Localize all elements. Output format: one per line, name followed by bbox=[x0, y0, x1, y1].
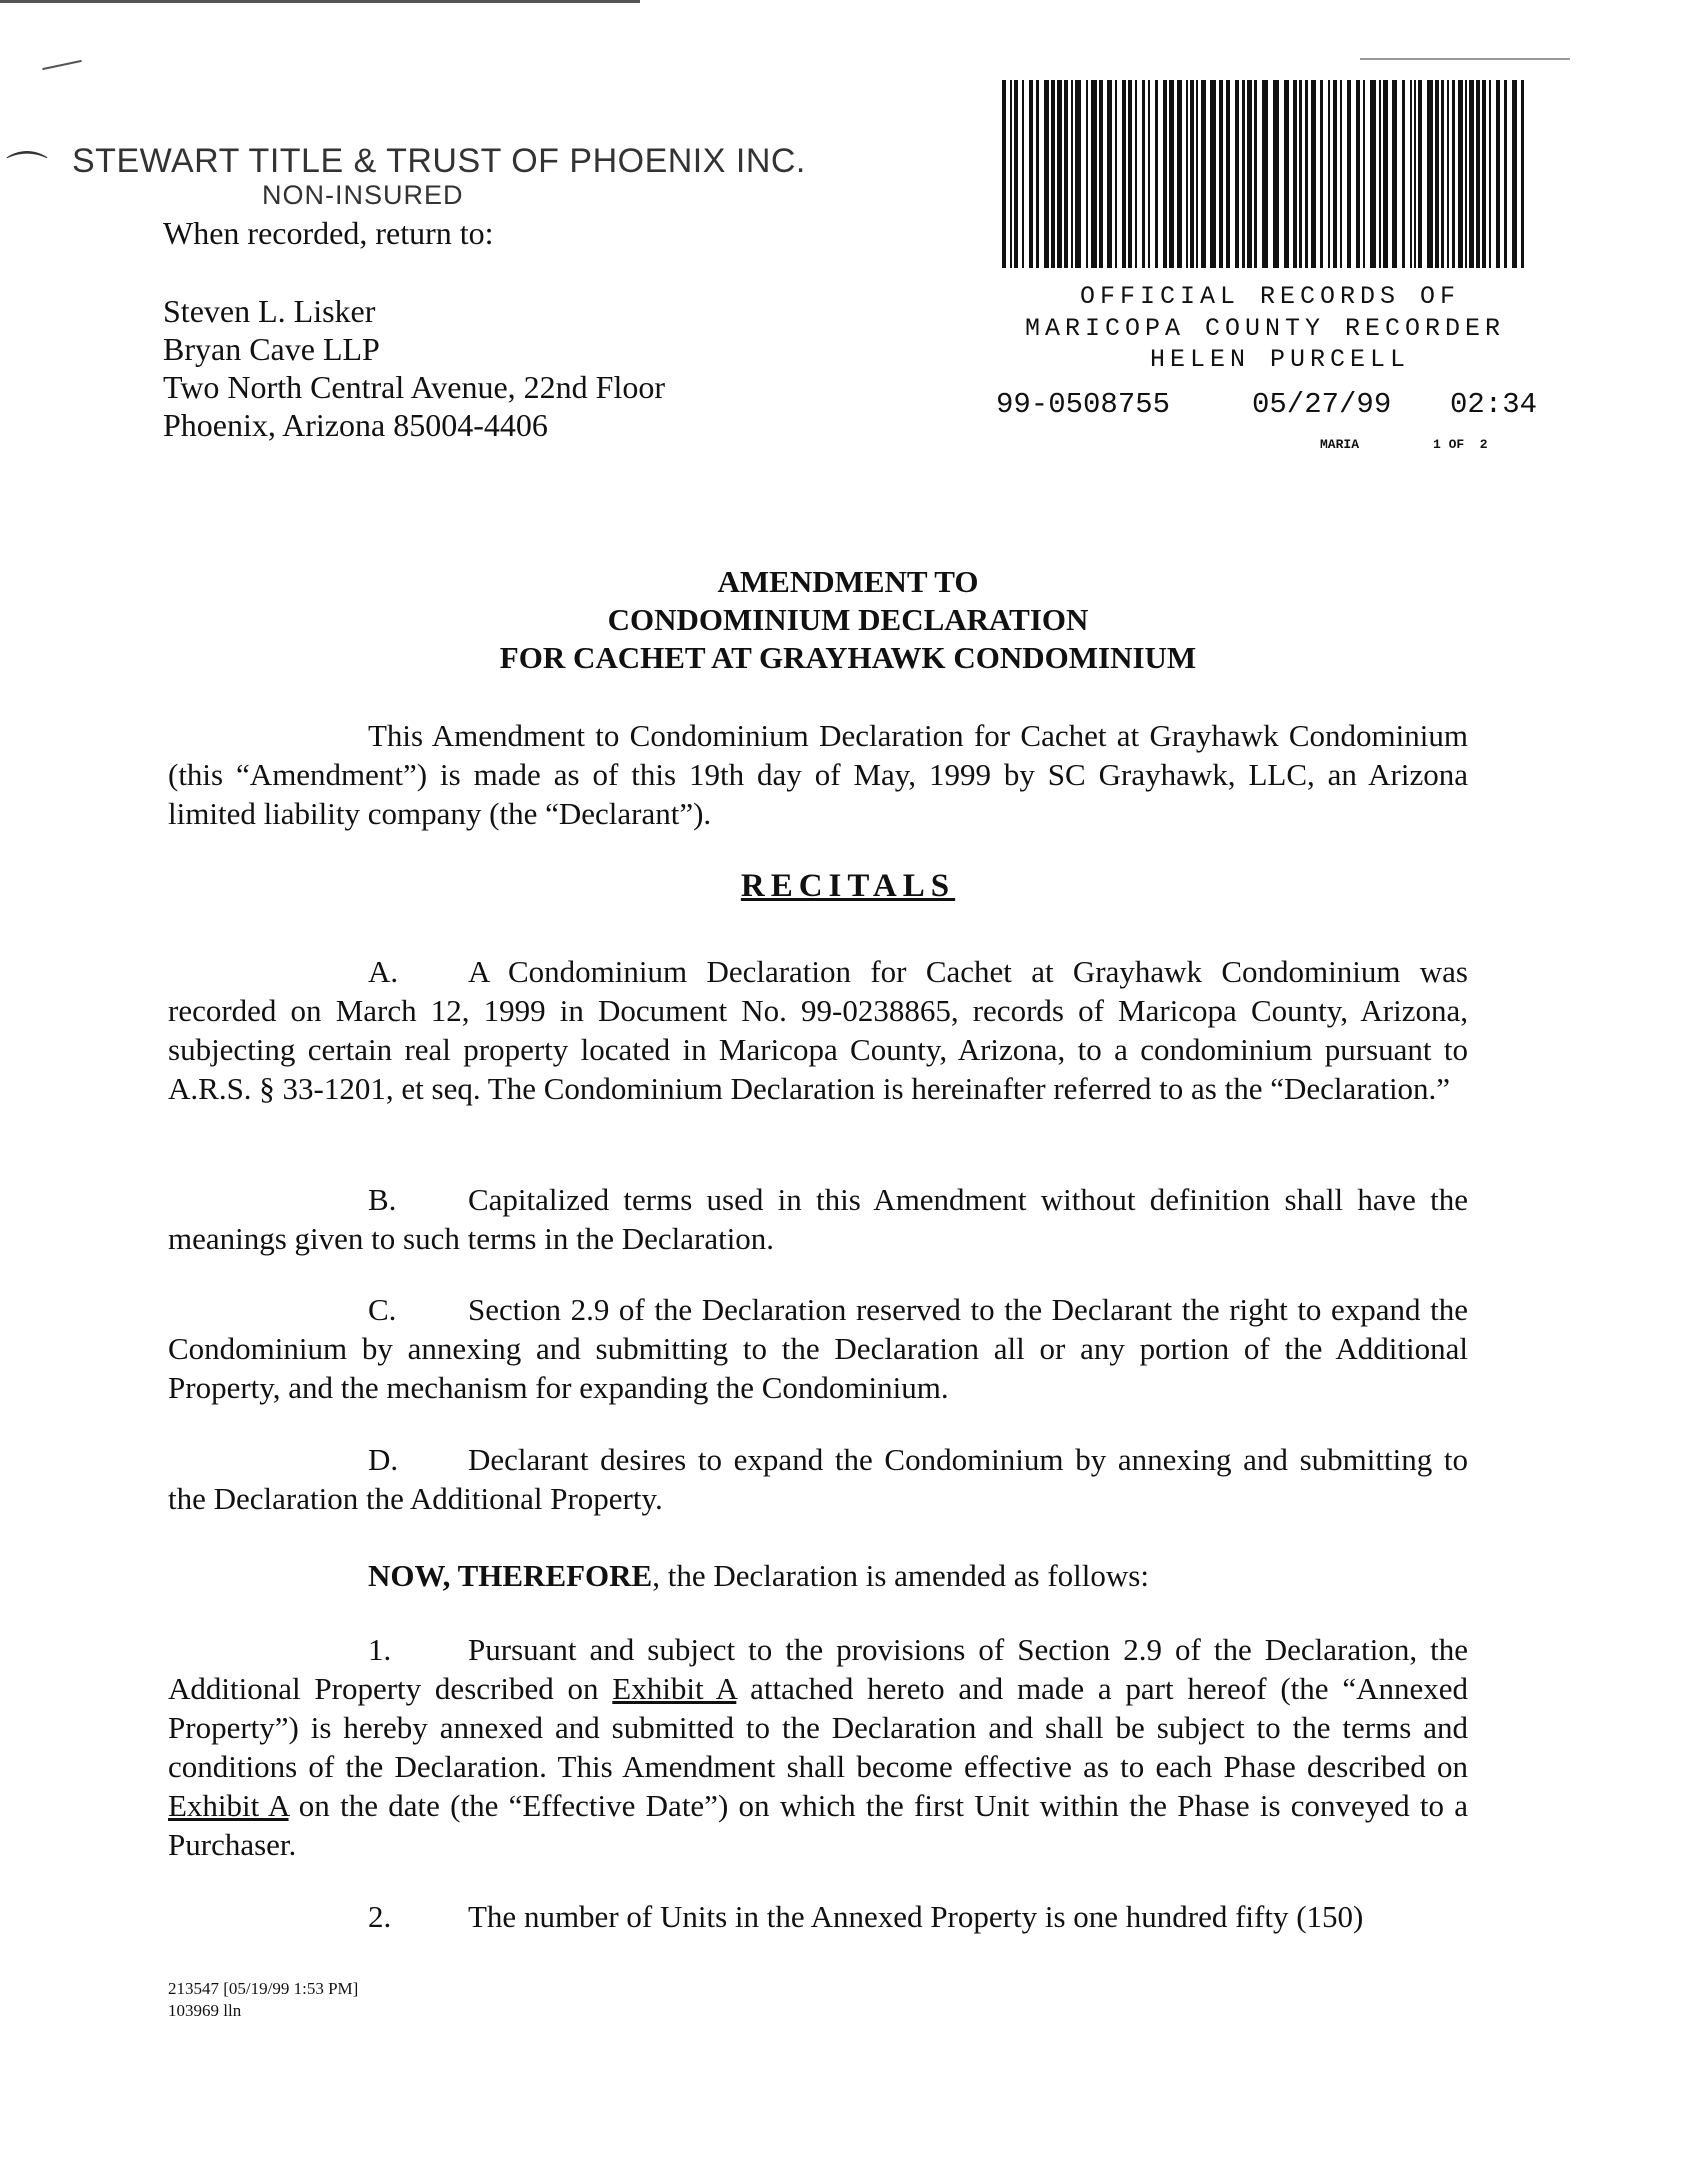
barcode-bar bbox=[1148, 80, 1150, 268]
section-number: 1. bbox=[368, 1632, 392, 1667]
barcode-bar bbox=[1163, 80, 1167, 268]
stamp-mark-icon: ⌒ bbox=[6, 148, 49, 197]
barcode-bar bbox=[1036, 80, 1039, 268]
recital-c bbox=[168, 1290, 1468, 1407]
barcode-bar bbox=[1057, 80, 1062, 268]
recorder-line-1: OFFICIAL RECORDS OF bbox=[1080, 282, 1461, 311]
barcode-bar bbox=[1379, 80, 1381, 268]
section-1 bbox=[168, 1630, 1468, 1864]
barcode-bar bbox=[1235, 80, 1239, 268]
barcode-bar bbox=[1254, 80, 1257, 268]
barcode-bar bbox=[1247, 80, 1252, 268]
barcode-bar bbox=[1521, 80, 1524, 268]
barcode-bar bbox=[1305, 80, 1308, 268]
exhibit-a-reference: Exhibit A bbox=[612, 1671, 737, 1706]
barcode-bar bbox=[1504, 80, 1507, 268]
barcode-bar bbox=[1273, 80, 1279, 268]
recital-d bbox=[168, 1440, 1468, 1518]
barcode-bar bbox=[1044, 80, 1049, 268]
barcode-bar bbox=[1014, 80, 1018, 268]
barcode-bar bbox=[1496, 80, 1500, 268]
stamp-company: STEWART TITLE & TRUST OF PHOENIX INC. bbox=[72, 142, 806, 180]
barcode-bar bbox=[1284, 80, 1289, 268]
recital-text: A Condominium Declaration for Cachet at Grayhawk Condominium was recorded on March 12, 1999 in Document No. 99-0238865, records of Maricopa County, Arizona, subjecting certain real property located in Maricopa County, Arizona, to a condominium pursuant to A.R.S. § 33-1201, et seq. The Condominium Declaration is hereinafter referred to as the “Declaration.” bbox=[168, 954, 1468, 1106]
now-therefore bbox=[168, 1556, 1468, 1595]
barcode-bar bbox=[1010, 80, 1012, 268]
barcode-bar bbox=[1091, 80, 1097, 268]
recorder-time: 02:34 bbox=[1450, 388, 1538, 421]
document-title-line-2: CONDOMINIUM DECLARATION bbox=[607, 602, 1089, 637]
barcode-bar bbox=[1328, 80, 1330, 268]
barcode-bar bbox=[1320, 80, 1323, 268]
barcode-bar bbox=[1169, 80, 1174, 268]
return-to-line: Steven L. Lisker bbox=[163, 293, 376, 329]
barcode-bar bbox=[1064, 80, 1068, 268]
barcode-bar bbox=[1196, 80, 1198, 268]
barcode-bar bbox=[1099, 80, 1103, 268]
barcode-bar bbox=[1299, 80, 1302, 268]
barcode-bar bbox=[1340, 80, 1342, 268]
barcode-bar bbox=[1262, 80, 1268, 268]
recital-a bbox=[168, 952, 1468, 1108]
barcode-bar bbox=[1447, 80, 1449, 268]
recorder-page: 1 OF 2 bbox=[1433, 437, 1488, 452]
return-to-label: When recorded, return to: bbox=[163, 215, 494, 251]
intro-paragraph bbox=[168, 716, 1468, 833]
barcode-bar bbox=[1482, 80, 1486, 268]
barcode-bar bbox=[1210, 80, 1216, 268]
barcode-bar bbox=[1029, 80, 1033, 268]
return-to-line: Two North Central Avenue, 22nd Floor bbox=[163, 369, 665, 405]
barcode-bar bbox=[1122, 80, 1126, 268]
section-number: 2. bbox=[368, 1899, 392, 1934]
barcode-bar bbox=[1142, 80, 1145, 268]
recital-letter: C. bbox=[368, 1292, 397, 1327]
recorder-date: 05/27/99 bbox=[1252, 388, 1392, 421]
barcode-bar bbox=[1177, 80, 1182, 268]
barcode-bar bbox=[1383, 80, 1388, 268]
barcode-bar bbox=[1155, 80, 1158, 268]
stamp-status: NON-INSURED bbox=[262, 180, 464, 210]
barcode-bar bbox=[1410, 80, 1412, 268]
barcode-bar bbox=[1190, 80, 1194, 268]
barcode-bar bbox=[1469, 80, 1474, 268]
document-title-line-1: AMENDMENT TO bbox=[717, 564, 979, 599]
barcode-bar bbox=[1333, 80, 1337, 268]
barcode-bar bbox=[1489, 80, 1491, 268]
return-to-line: Bryan Cave LLP bbox=[163, 331, 380, 367]
barcode-bar bbox=[1135, 80, 1137, 268]
barcode-bar bbox=[1414, 80, 1416, 268]
section-2 bbox=[168, 1897, 1468, 1936]
recital-b bbox=[168, 1180, 1468, 1258]
recorder-clerk: MARIA bbox=[1320, 437, 1360, 452]
return-to-address bbox=[163, 292, 665, 444]
barcode-bar bbox=[1435, 80, 1439, 268]
scan-edge-line-right bbox=[1360, 58, 1570, 60]
footer-line-1: 213547 [05/19/99 1:53 PM] bbox=[168, 1979, 359, 1998]
barcode-bar bbox=[1476, 80, 1480, 268]
recorder-doc-number: 99-0508755 bbox=[996, 388, 1171, 421]
now-therefore-rest: , the Declaration is amended as follows: bbox=[652, 1558, 1149, 1593]
barcode-bar bbox=[1458, 80, 1463, 268]
footer-document-id bbox=[168, 1978, 358, 2022]
barcode-bar bbox=[1402, 80, 1405, 268]
barcode-bar bbox=[1071, 80, 1073, 268]
section-2-text: The number of Units in the Annexed Property is one hundred fifty (150) bbox=[468, 1899, 1364, 1934]
barcode-bar bbox=[1427, 80, 1433, 268]
barcode-bar bbox=[1452, 80, 1455, 268]
section-1-text-part-3: on the date (the “Effective Date”) on which the first Unit within the Phase is conveyed to a Purchaser. bbox=[168, 1788, 1469, 1862]
barcode-bar bbox=[1186, 80, 1188, 268]
recital-text: Capitalized terms used in this Amendment without definition shall have the meanings given to such terms in the Declaration. bbox=[168, 1182, 1468, 1256]
barcode-bar bbox=[1051, 80, 1055, 268]
scan-mark-top-left bbox=[42, 60, 82, 70]
scan-edge-line bbox=[0, 0, 640, 3]
return-to-line: Phoenix, Arizona 85004-4406 bbox=[163, 407, 548, 443]
barcode-bar bbox=[1226, 80, 1230, 268]
barcode-bar bbox=[1022, 80, 1024, 268]
barcode-bar bbox=[1002, 80, 1006, 268]
barcode bbox=[1002, 80, 1530, 268]
barcode-bar bbox=[1465, 80, 1467, 268]
recital-letter: A. bbox=[368, 954, 399, 989]
barcode-bar bbox=[1356, 80, 1360, 268]
barcode-bar bbox=[1418, 80, 1422, 268]
recorder-line-3: HELEN PURCELL bbox=[1150, 345, 1411, 374]
barcode-bar bbox=[1311, 80, 1316, 268]
barcode-bar bbox=[1293, 80, 1297, 268]
barcode-bar bbox=[1115, 80, 1117, 268]
recital-letter: B. bbox=[368, 1182, 397, 1217]
barcode-bar bbox=[1512, 80, 1517, 268]
barcode-bar bbox=[1363, 80, 1365, 268]
recorder-line-2: MARICOPA COUNTY RECORDER bbox=[1025, 314, 1506, 343]
section-1-text-part-1: Pursuant and subject to the provisions of Section 2.9 of the Declaration, the Additional Property described on bbox=[168, 1632, 1468, 1706]
recital-letter: D. bbox=[368, 1442, 399, 1477]
barcode-bar bbox=[1347, 80, 1351, 268]
barcode-bar bbox=[1392, 80, 1397, 268]
barcode-bar bbox=[1075, 80, 1081, 268]
barcode-bar bbox=[1128, 80, 1132, 268]
recital-text: Declarant desires to expand the Condominium by annexing and submitting to the Declaration the Additional Property. bbox=[168, 1442, 1468, 1516]
barcode-bar bbox=[1441, 80, 1444, 268]
recital-text: Section 2.9 of the Declaration reserved to the Declarant the right to expand the Condominium by annexing and submitting to the Declaration all or any portion of the Additional Property, and the mechanism for expanding the Condominium. bbox=[168, 1292, 1468, 1405]
barcode-bar bbox=[1201, 80, 1206, 268]
document-title-line-3: FOR CACHET AT GRAYHAWK CONDOMINIUM bbox=[499, 640, 1197, 675]
exhibit-a-reference: Exhibit A bbox=[168, 1788, 289, 1823]
barcode-bar bbox=[1370, 80, 1376, 268]
intro-text: This Amendment to Condominium Declaration for Cachet at Grayhawk Condominium (this “Amendment”) is made as of this 19th day of May, 1999 by SC Grayhawk, LLC, an Arizona limited liability company (the “Declarant”). bbox=[168, 718, 1468, 831]
recitals-heading: RECITALS bbox=[740, 868, 956, 904]
section-1-text-part-2: attached hereto and made a part hereof (the “Annexed Property”) is hereby annexed and submitted to the Declaration and shall be subject to the terms and conditions of the Declaration. This Amendment shall become effective as to each Phase described on bbox=[168, 1671, 1468, 1784]
now-therefore-bold: NOW, THEREFORE bbox=[368, 1558, 653, 1593]
barcode-bar bbox=[1219, 80, 1223, 268]
barcode-bar bbox=[1086, 80, 1088, 268]
barcode-bar bbox=[1242, 80, 1245, 268]
barcode-bar bbox=[1107, 80, 1112, 268]
footer-line-2: 103969 lln bbox=[168, 2001, 242, 2020]
